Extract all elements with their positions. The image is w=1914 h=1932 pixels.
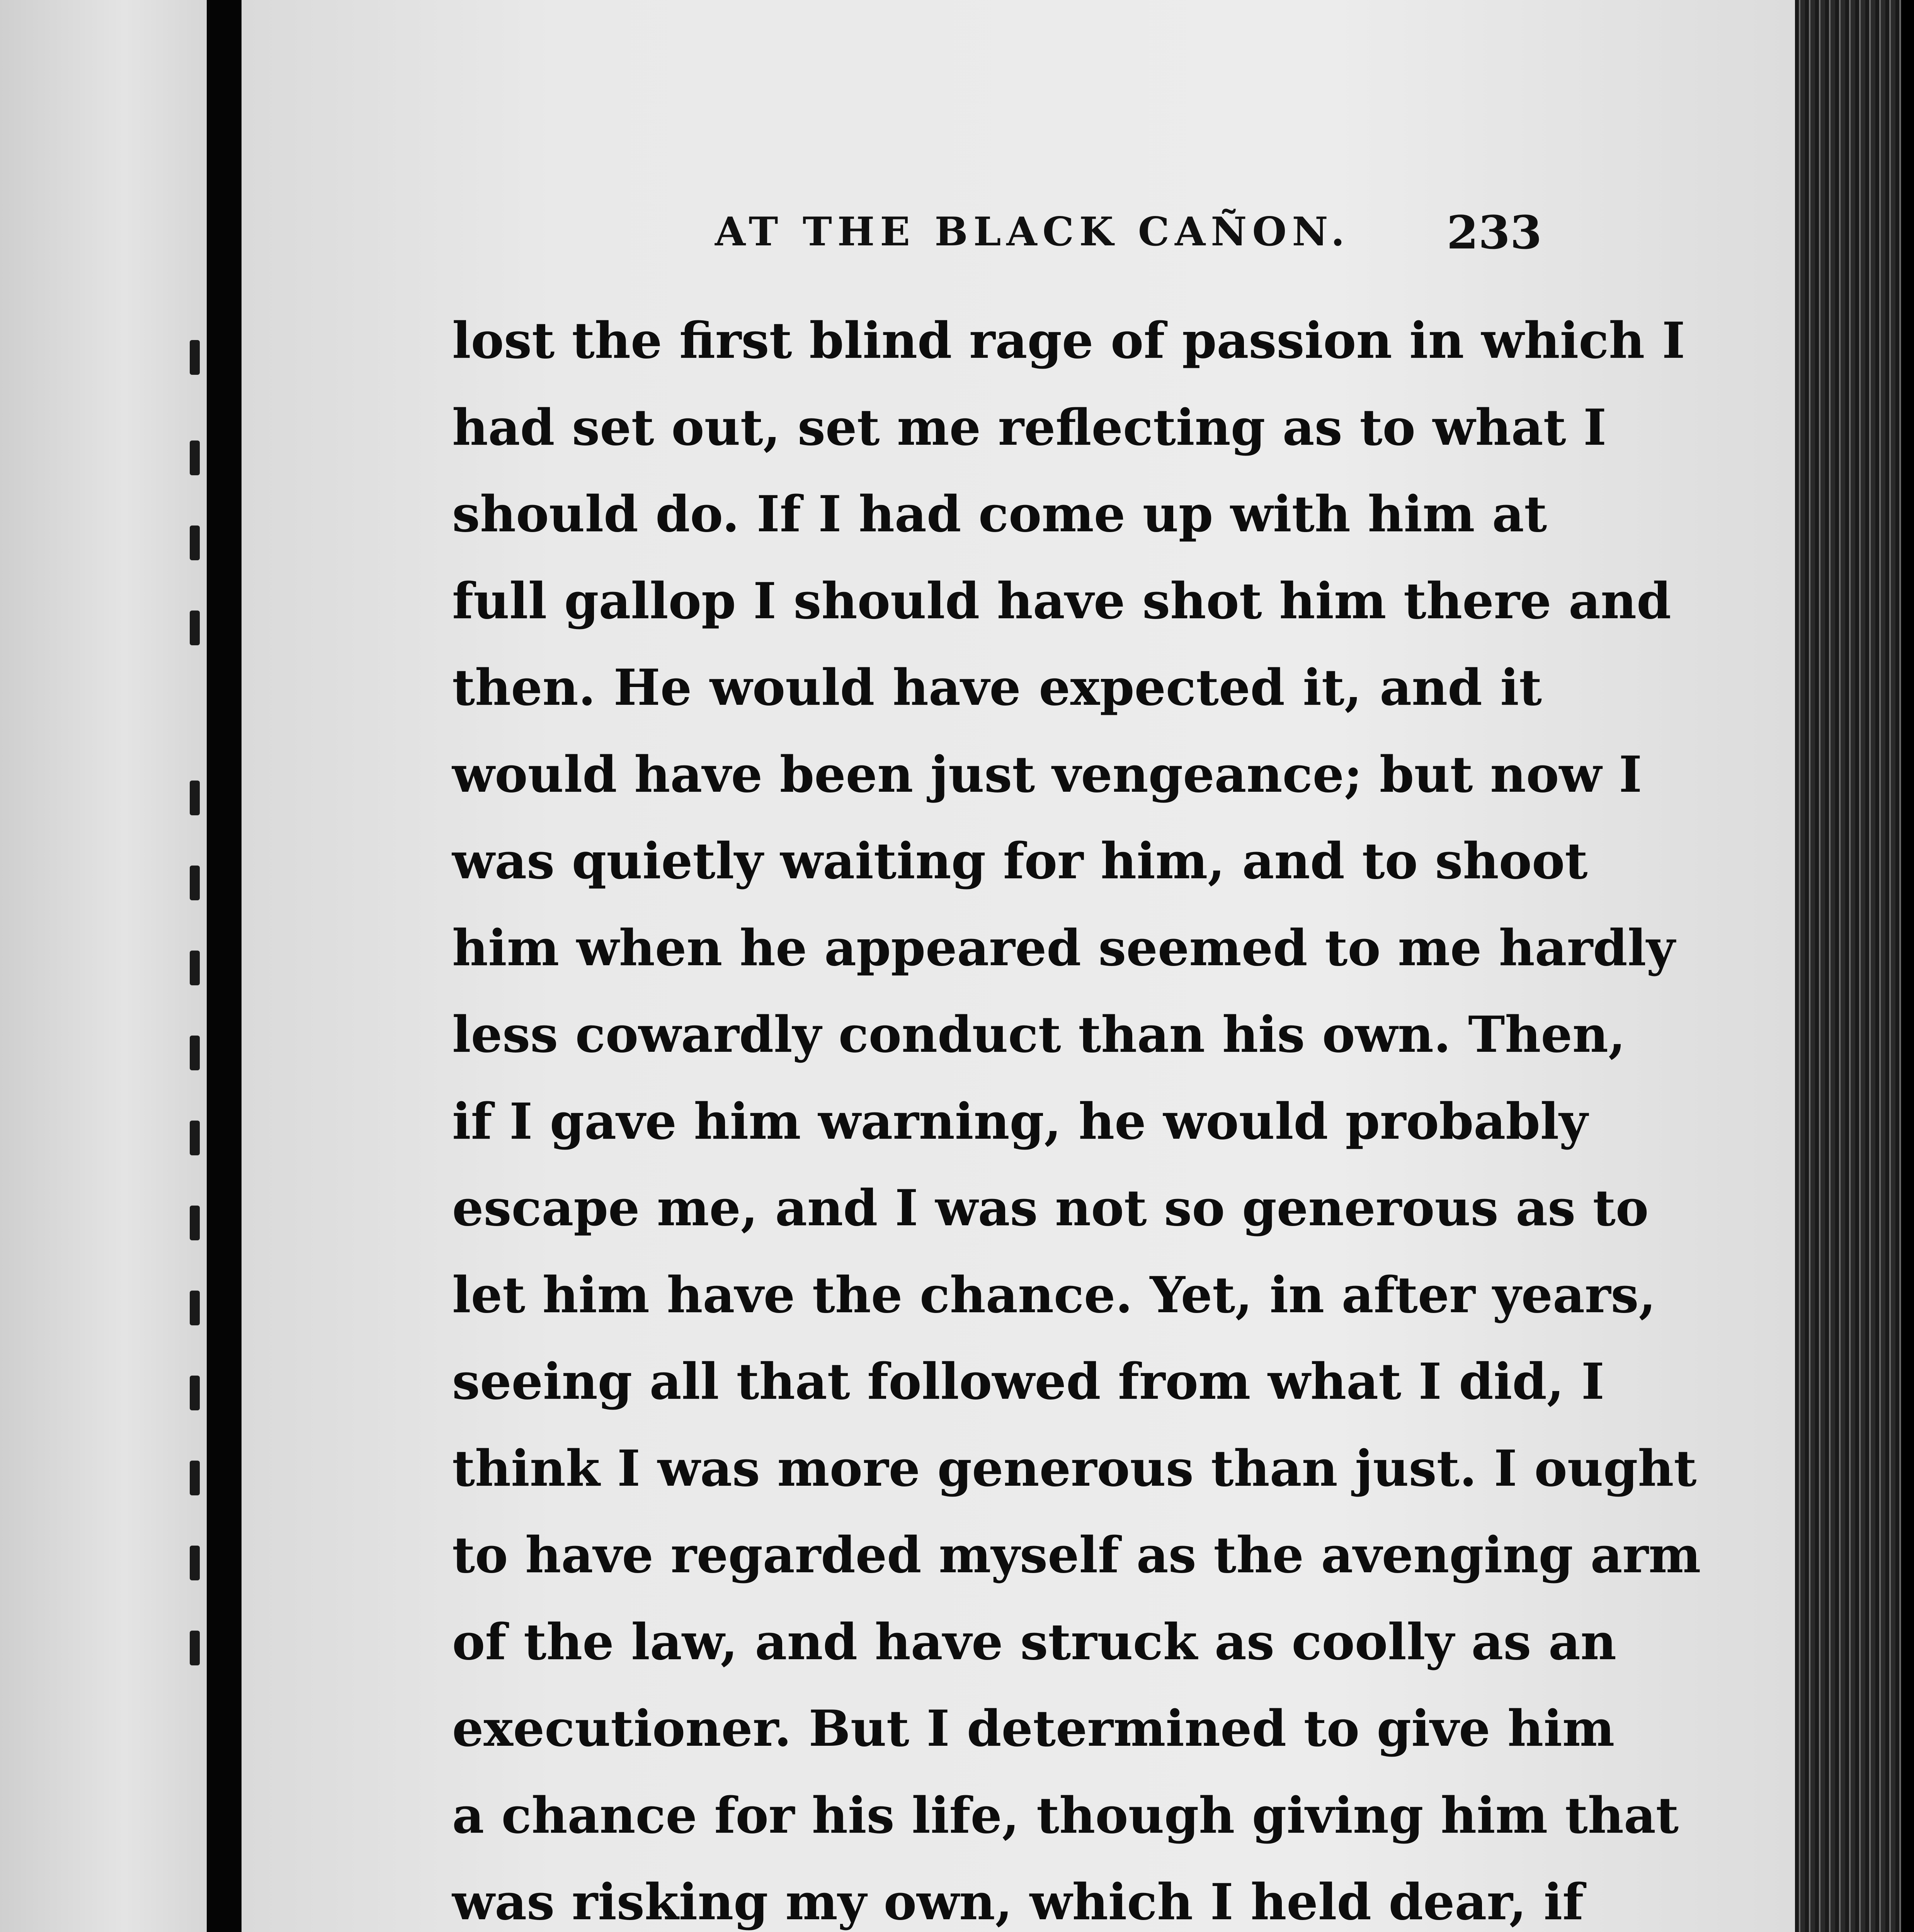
body-text xyxy=(452,298,1701,1932)
text-line: had set out, set me reflecting as to what I xyxy=(452,398,1607,457)
text-line: was quietly waiting for him, and to shoot xyxy=(452,832,1588,890)
text-line: would have been just vengeance; but now I xyxy=(452,745,1642,804)
stacked-page-edges xyxy=(1795,0,1901,1932)
edge-mark xyxy=(190,781,200,815)
edge-mark xyxy=(190,1291,200,1325)
running-header xyxy=(452,201,1542,278)
edge-mark xyxy=(190,340,200,375)
edge-mark xyxy=(190,1546,200,1580)
text-line: lost the first blind rage of passion in which I xyxy=(452,312,1685,370)
text-line: should do. If I had come up with him at xyxy=(452,485,1547,543)
text-line: a chance for his life, though giving him that xyxy=(452,1786,1679,1845)
edge-mark xyxy=(190,440,200,475)
text-line: to have regarded myself as the avenging arm xyxy=(452,1526,1701,1584)
edge-mark xyxy=(190,611,200,645)
edge-mark xyxy=(190,1376,200,1410)
text-line: let him have the chance. Yet, in after years, xyxy=(452,1266,1656,1324)
text-line: think I was more generous than just. I ought xyxy=(452,1439,1697,1498)
edge-mark xyxy=(190,866,200,900)
text-line: full gallop I should have shot him there and xyxy=(452,572,1671,630)
edge-mark xyxy=(190,1631,200,1665)
edge-mark xyxy=(190,1036,200,1070)
text-line: escape me, and I was not so generous as to xyxy=(452,1179,1649,1237)
book-gutter xyxy=(207,0,242,1932)
text-line: executioner. But I determined to give him xyxy=(452,1700,1615,1758)
text-line: him when he appeared seemed to me hardly xyxy=(452,919,1675,977)
edge-mark xyxy=(190,1121,200,1155)
text-line: was risking my own, which I held dear, if xyxy=(452,1873,1584,1931)
text-line: of the law, and have struck as coolly as an xyxy=(452,1613,1616,1671)
edge-mark xyxy=(190,951,200,985)
facing-page-edge xyxy=(0,0,207,1932)
text-line: less cowardly conduct than his own. Then, xyxy=(452,1006,1626,1064)
running-title: AT THE BLACK CAÑON. xyxy=(715,209,1350,255)
text-line: then. He would have expected it, and it xyxy=(452,659,1542,717)
edge-mark xyxy=(190,1461,200,1495)
text-line: seeing all that followed from what I did, I xyxy=(452,1353,1604,1411)
text-line: if I gave him warning, he would probably xyxy=(452,1092,1588,1151)
edge-mark xyxy=(190,1206,200,1240)
page-number: 233 xyxy=(1446,206,1542,259)
edge-mark xyxy=(190,526,200,560)
